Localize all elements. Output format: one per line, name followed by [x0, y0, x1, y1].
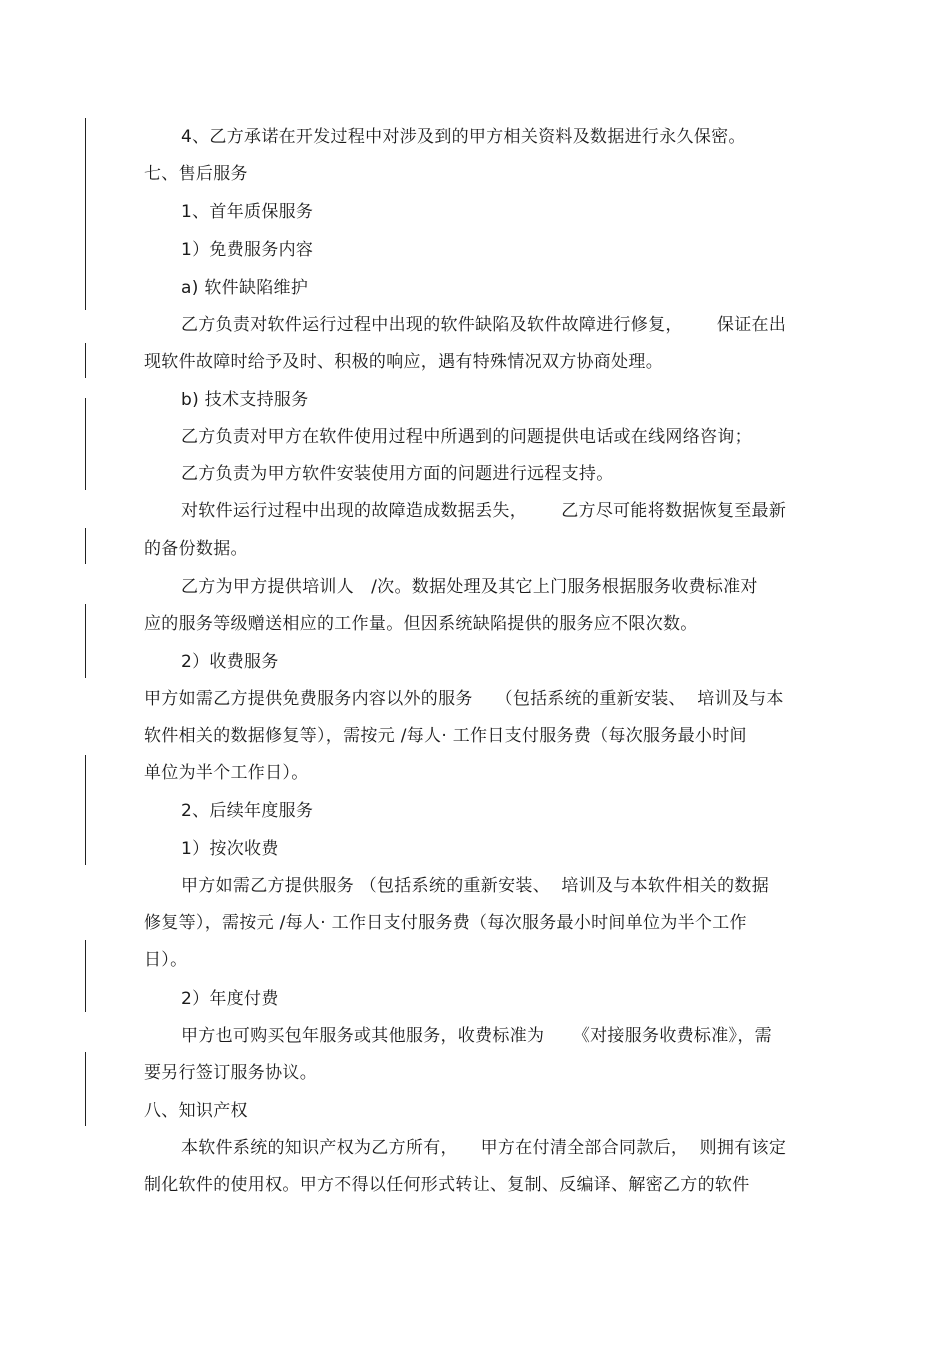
- revision-bar: [85, 118, 86, 310]
- text-line: 对软件运行过程中出现的故障造成数据丢失， 乙方尽可能将数据恢复至最新: [181, 501, 787, 521]
- revision-bar: [85, 528, 86, 564]
- text-line: 修复等），需按元 /每人· 工作日支付服务费（每次服务最小时间单位为半个工作: [144, 913, 747, 933]
- subsection-heading: 1）免费服务内容: [181, 240, 314, 260]
- text-line: 乙方负责对甲方在软件使用过程中所遇到的问题提供电话或在线网络咨询；: [181, 427, 752, 447]
- text-line: 甲方如需乙方提供免费服务内容以外的服务 （包括系统的重新安装、 培训及与本: [144, 689, 784, 709]
- text-line: 甲方也可购买包年服务或其他服务，收费标准为 《对接服务收费标准》，需: [181, 1026, 772, 1046]
- subsection-heading: a) 软件缺陷维护: [181, 278, 309, 298]
- subsection-heading: 1）按次收费: [181, 839, 279, 859]
- text-line: 乙方负责为甲方软件安装使用方面的问题进行远程支持。: [181, 464, 614, 484]
- revision-bar: [85, 940, 86, 1012]
- section-heading: 七、售后服务: [144, 164, 248, 184]
- subsection-heading: b) 技术支持服务: [181, 390, 309, 410]
- text-line: 乙方为甲方提供培训人 /次。数据处理及其它上门服务根据服务收费标准对: [181, 577, 758, 597]
- revision-bar: [85, 755, 86, 865]
- text-line: 本软件系统的知识产权为乙方所有， 甲方在付清全部合同款后， 则拥有该定: [181, 1138, 787, 1158]
- subsection-heading: 2）年度付费: [181, 989, 279, 1009]
- text-line: 软件相关的数据修复等），需按元 /每人· 工作日支付服务费（每次服务最小时间: [144, 726, 747, 746]
- text-line: 单位为半个工作日）。: [144, 763, 309, 783]
- text-line: 日）。: [144, 950, 188, 970]
- revision-bar: [85, 343, 86, 378]
- text-line: 4、乙方承诺在开发过程中对涉及到的甲方相关资料及数据进行永久保密。: [181, 127, 746, 147]
- subsection-heading: 2）收费服务: [181, 652, 279, 672]
- text-line: 应的服务等级赠送相应的工作量。但因系统缺陷提供的服务应不限次数。: [144, 614, 698, 634]
- text-line: 甲方如需乙方提供服务 （包括系统的重新安装、 培训及与本软件相关的数据: [181, 876, 770, 896]
- revision-bar: [85, 604, 86, 678]
- section-heading: 八、知识产权: [144, 1101, 248, 1121]
- subsection-heading: 2、后续年度服务: [181, 801, 314, 821]
- text-line: 乙方负责对软件运行过程中出现的软件缺陷及软件故障进行修复， 保证在出: [181, 315, 787, 335]
- revision-bar: [85, 398, 86, 490]
- text-line: 现软件故障时给予及时、积极的响应，遇有特殊情况双方协商处理。: [144, 352, 663, 372]
- text-line: 的备份数据。: [144, 539, 248, 559]
- text-line: 要另行签订服务协议。: [144, 1063, 317, 1083]
- subsection-heading: 1、首年质保服务: [181, 202, 314, 222]
- text-line: 制化软件的使用权。甲方不得以任何形式转让、复制、反编译、解密乙方的软件: [144, 1175, 750, 1195]
- revision-bar: [85, 1052, 86, 1126]
